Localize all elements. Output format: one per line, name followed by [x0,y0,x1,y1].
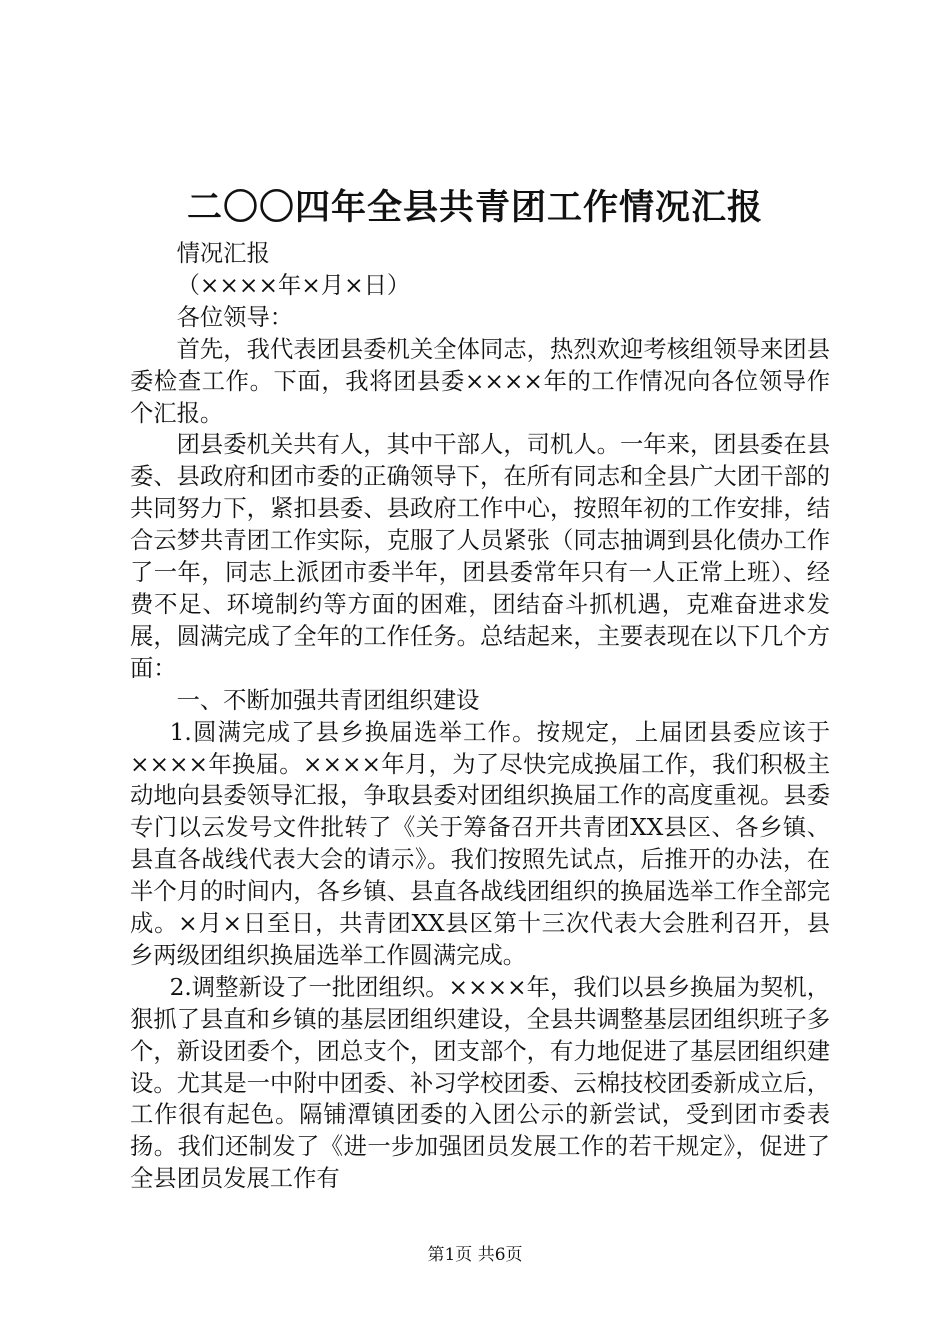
item-2-paragraph: 2.调整新设了一批团组织。××××年，我们以县乡换届为契机，狠抓了县直和乡镇的基层团组织建设，全县共调整基层团组织班子多个，新设团委个，团总支个，团支部个，有力地促进了基层团组织建设。尤其是一中附中团委、补习学校团委、云棉技校团委新成立后，工作很有起色。隔铺潭镇团委的入团公示的新尝试，受到团市委表扬。我们还制发了《进一步加强团员发展工作的若干规定》，促进了全县团员发展工作有 [130,973,830,1193]
section-heading: 一、不断加强共青团组织建设 [176,686,480,714]
document-body [130,238,830,1195]
page-number: 第1页 共6页 [427,1245,523,1265]
item-1-paragraph: 1.圆满完成了县乡换届选举工作。按规定，上届团县委应该于××××年换届。××××年月，为了尽快完成换届工作，我们积极主动地向县委领导汇报，争取县委对团组织换届工作的高度重视。县委专门以云发号文件批转了《关于筹备召开共青团XX县区、各乡镇、县直各战线代表大会的请示》。我们按照先试点，后推开的办法，在半个月的时间内，各乡镇、县直各战线团组织的换届选举工作全部完成。×月×日至日，共青团XX县区第十三次代表大会胜利召开，县乡两级团组织换届选举工作圆满完成。 [130,718,830,969]
report-date: （××××年×月×日） [176,271,411,299]
report-label: 情况汇报 [176,240,270,267]
salutation: 各位领导： [176,303,294,331]
document-title: 二〇〇四年全县共青团工作情况汇报 [186,187,763,228]
overview-paragraph: 团县委机关共有人，其中干部人，司机人。一年来，团县委在县委、县政府和团市委的正确领导下，在所有同志和全县广大团干部的共同努力下，紧扣县委、县政府工作中心，按照年初的工作安排，结合云梦共青团工作实际，克服了人员紧张（同志抽调到县化债办工作了一年，同志上派团市委半年，团县委常年只有一人正常上班）、经费不足、环境制约等方面的困难，团结奋斗抓机遇，克难奋进求发展，圆满完成了全年的工作任务。总结起来，主要表现在以下几个方面： [130,431,830,682]
intro-paragraph: 首先，我代表团县委机关全体同志，热烈欢迎考核组领导来团县委检查工作。下面，我将团县委××××年的工作情况向各位领导作个汇报。 [130,335,830,427]
